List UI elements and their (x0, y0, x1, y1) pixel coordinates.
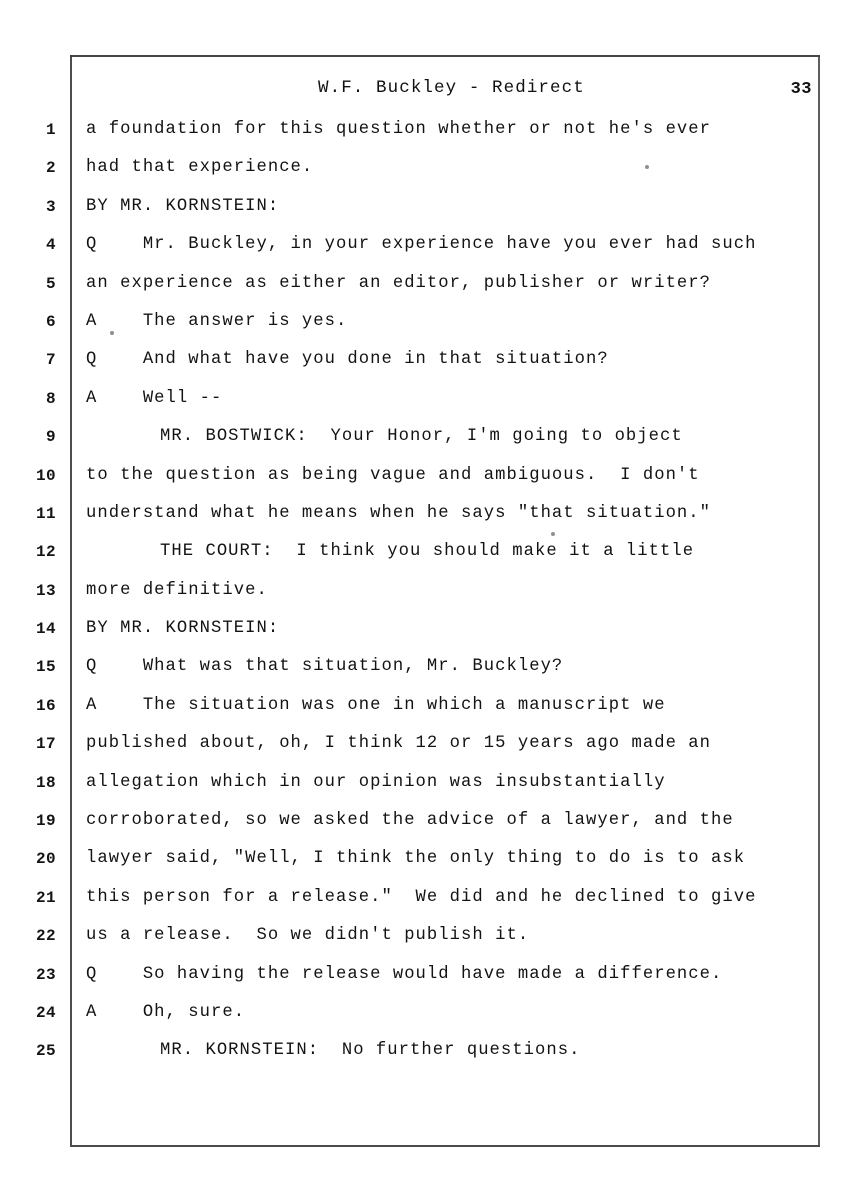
line-number: 5 (45, 274, 56, 293)
transcript-row (0, 1038, 860, 1076)
transcript-row (0, 271, 860, 309)
line-number: 3 (45, 197, 56, 216)
transcript-row (0, 731, 860, 769)
line-number: 1 (45, 121, 56, 139)
transcript-row (0, 1000, 860, 1038)
page-header (70, 78, 820, 108)
line-number: 25 (35, 1042, 56, 1061)
transcript-line-text: Q Mr. Buckley, in your experience have you ever had such (86, 235, 757, 255)
transcript-line-text: BY MR. KORNSTEIN: (86, 619, 280, 639)
transcript-line-text: BY MR. KORNSTEIN: (86, 196, 280, 216)
transcript-row (0, 654, 860, 692)
line-number: 24 (35, 1003, 56, 1022)
transcript-row (0, 347, 860, 385)
transcript-line-text: understand what he means when he says "that situation." (86, 503, 712, 523)
line-number: 20 (35, 850, 56, 869)
transcript-row (0, 117, 860, 155)
transcript-row (0, 155, 860, 193)
transcript-row (0, 309, 860, 347)
transcript-row (0, 962, 860, 1000)
line-number: 17 (35, 735, 56, 754)
transcript-row (0, 232, 860, 270)
line-number: 9 (45, 428, 56, 447)
line-number: 13 (35, 581, 56, 600)
transcript-row (0, 923, 860, 961)
transcript-line-text: corroborated, so we asked the advice of a lawyer, and the (86, 811, 734, 831)
line-number: 18 (35, 773, 56, 792)
page-number: 33 (790, 80, 812, 99)
line-number: 21 (35, 888, 56, 907)
line-number: 14 (35, 620, 56, 639)
transcript-line-text: Q What was that situation, Mr. Buckley? (86, 657, 564, 677)
line-number: 2 (45, 159, 56, 178)
transcript-line-text: published about, oh, I think 12 or 15 years ago made an (86, 734, 712, 754)
transcript-line-text: an experience as either an editor, publisher or writer? (86, 273, 712, 293)
photocopy-speck (645, 165, 649, 169)
transcript-line-text: a foundation for this question whether or not he's ever (86, 120, 712, 139)
transcript-line-text: A The answer is yes. (86, 311, 348, 331)
transcript-line-text: this person for a release." We did and he declined to give (86, 887, 757, 907)
photocopy-speck (110, 331, 114, 335)
transcript-row (0, 578, 860, 616)
transcript-row (0, 616, 860, 654)
page-border-top (70, 55, 820, 57)
transcript-line-text: allegation which in our opinion was insubstantially (86, 772, 666, 792)
transcript-line-text: MR. BOSTWICK: Your Honor, I'm going to object (160, 427, 683, 447)
line-number: 15 (35, 658, 56, 677)
transcript-row (0, 846, 860, 884)
transcript-line-text: more definitive. (86, 580, 268, 600)
transcript-line-text: THE COURT: I think you should make it a little (160, 542, 695, 562)
transcript-row (0, 693, 860, 731)
transcript-line-text: to the question as being vague and ambiguous. I don't (86, 465, 700, 485)
line-number: 16 (35, 696, 56, 715)
line-number: 7 (45, 351, 56, 370)
transcript-line-text: A The situation was one in which a manuscript we (86, 695, 666, 715)
line-number: 10 (35, 466, 56, 485)
transcript-line-text: Q And what have you done in that situation? (86, 350, 609, 370)
transcript-row (0, 194, 860, 232)
transcript-row (0, 885, 860, 923)
transcript-row (0, 501, 860, 539)
line-number: 22 (35, 927, 56, 946)
transcript-line-text: us a release. So we didn't publish it. (86, 926, 530, 946)
transcript-row (0, 386, 860, 424)
transcript-line-text: A Well -- (86, 388, 223, 408)
line-number: 12 (35, 543, 56, 562)
transcript-line-text: Q So having the release would have made a difference. (86, 964, 723, 984)
photocopy-speck (551, 532, 555, 536)
page-border-bottom (72, 1145, 820, 1147)
transcript-lines (0, 117, 860, 1077)
page-title: W.F. Buckley - Redirect (318, 78, 585, 98)
transcript-row (0, 770, 860, 808)
transcript-line-text: had that experience. (86, 158, 314, 178)
transcript-row (0, 808, 860, 846)
line-number: 11 (35, 504, 56, 523)
transcript-line-text: A Oh, sure. (86, 1002, 246, 1022)
transcript-line-text: MR. KORNSTEIN: No further questions. (160, 1041, 581, 1061)
line-number: 4 (45, 236, 56, 255)
line-number: 23 (35, 965, 56, 984)
transcript-row (0, 539, 860, 577)
line-number: 6 (45, 312, 56, 331)
transcript-line-text: lawyer said, "Well, I think the only thing to do is to ask (86, 849, 746, 869)
line-number: 19 (35, 812, 56, 831)
transcript-row (0, 424, 860, 462)
line-number: 8 (45, 389, 56, 408)
transcript-row (0, 463, 860, 501)
